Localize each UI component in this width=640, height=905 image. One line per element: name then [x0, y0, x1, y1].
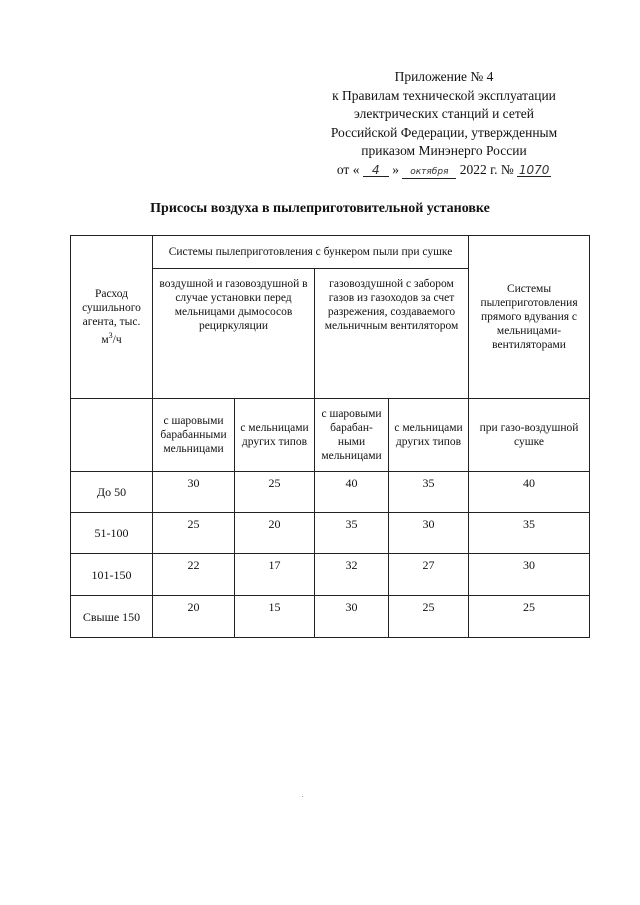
unit-base: м [101, 333, 109, 346]
empty-cell [71, 399, 153, 472]
value-cell: 22 [153, 554, 235, 596]
date-year: 2022 г. № [459, 161, 514, 177]
unit-superscript: 3 [108, 331, 113, 341]
appendix-header [300, 68, 588, 179]
value-cell: 25 [153, 513, 235, 554]
value-cell: 30 [469, 554, 590, 596]
document-title: Присосы воздуха в пылеприготовительной установке [150, 201, 490, 216]
value-cell: 17 [235, 554, 315, 596]
mill-type-header: с шаровыми барабанными мельницами [153, 399, 235, 472]
value-cell: 32 [315, 554, 389, 596]
air-drying-subheader: воздушной и газовоздушной в случае установки перед мельницами дымососов рециркуляции [153, 269, 315, 399]
value-cell: 30 [153, 472, 235, 513]
bunker-systems-header: Системы пылеприготовления с бункером пыли при сушке [153, 236, 469, 269]
value-cell: 25 [389, 596, 469, 638]
table-row [71, 472, 590, 513]
value-cell: 35 [469, 513, 590, 554]
appendix-line: к Правилам технической эксплуатации [332, 87, 556, 103]
appendix-line: электрических станций и сетей [354, 106, 534, 121]
date-month-handwritten: октября [402, 166, 456, 179]
appendix-line: приказом Минэнерго России [361, 143, 527, 158]
value-cell: 27 [389, 554, 469, 596]
value-cell: 35 [315, 513, 389, 554]
direct-injection-header: Системы пылеприготовления прямого вдувания с мельницами-вентиляторами [469, 236, 590, 399]
mill-type-header: с мельницами других типов [235, 399, 315, 472]
unit-rest: /ч [112, 333, 122, 346]
order-number-handwritten: 1070 [518, 162, 550, 177]
appendix-line: Приложение № 4 [394, 69, 494, 84]
mill-type-header: при газо-воздушной сушке [469, 399, 590, 472]
table-row [71, 513, 590, 554]
flow-rate-unit [101, 331, 122, 346]
value-cell: 30 [315, 596, 389, 638]
row-label: Свыше 150 [71, 596, 153, 638]
date-prefix: от « [336, 161, 360, 177]
table-row [71, 554, 590, 596]
air-inflow-table [70, 235, 590, 638]
flow-rate-header-text: Расход сушильного агента, тыс. [82, 288, 141, 329]
table-row [71, 596, 590, 638]
order-date-line [337, 161, 551, 180]
row-label: 101-150 [71, 554, 153, 596]
value-cell: 20 [153, 596, 235, 638]
value-cell: 25 [469, 596, 590, 638]
value-cell: 20 [235, 513, 315, 554]
row-label: До 50 [71, 472, 153, 513]
mill-type-header: с шаровыми барабан-ными мельницами [315, 399, 389, 472]
appendix-line: Российской Федерации, утвержденным [330, 124, 558, 140]
value-cell: 30 [389, 513, 469, 554]
value-cell: 40 [469, 472, 590, 513]
value-cell: 35 [389, 472, 469, 513]
mill-type-header: с мельницами других типов [389, 399, 469, 472]
date-mid: » [392, 161, 399, 177]
gas-drying-subheader: газовоздушной с забором газов из газоходов за счет разрежения, создаваемого мельничным вентилятором [315, 269, 469, 399]
date-day-handwritten: 4 [363, 164, 389, 177]
value-cell: 25 [235, 472, 315, 513]
flow-rate-header [71, 236, 153, 399]
row-label: 51-100 [71, 513, 153, 554]
value-cell: 40 [315, 472, 389, 513]
value-cell: 15 [235, 596, 315, 638]
scan-speck [302, 796, 303, 797]
